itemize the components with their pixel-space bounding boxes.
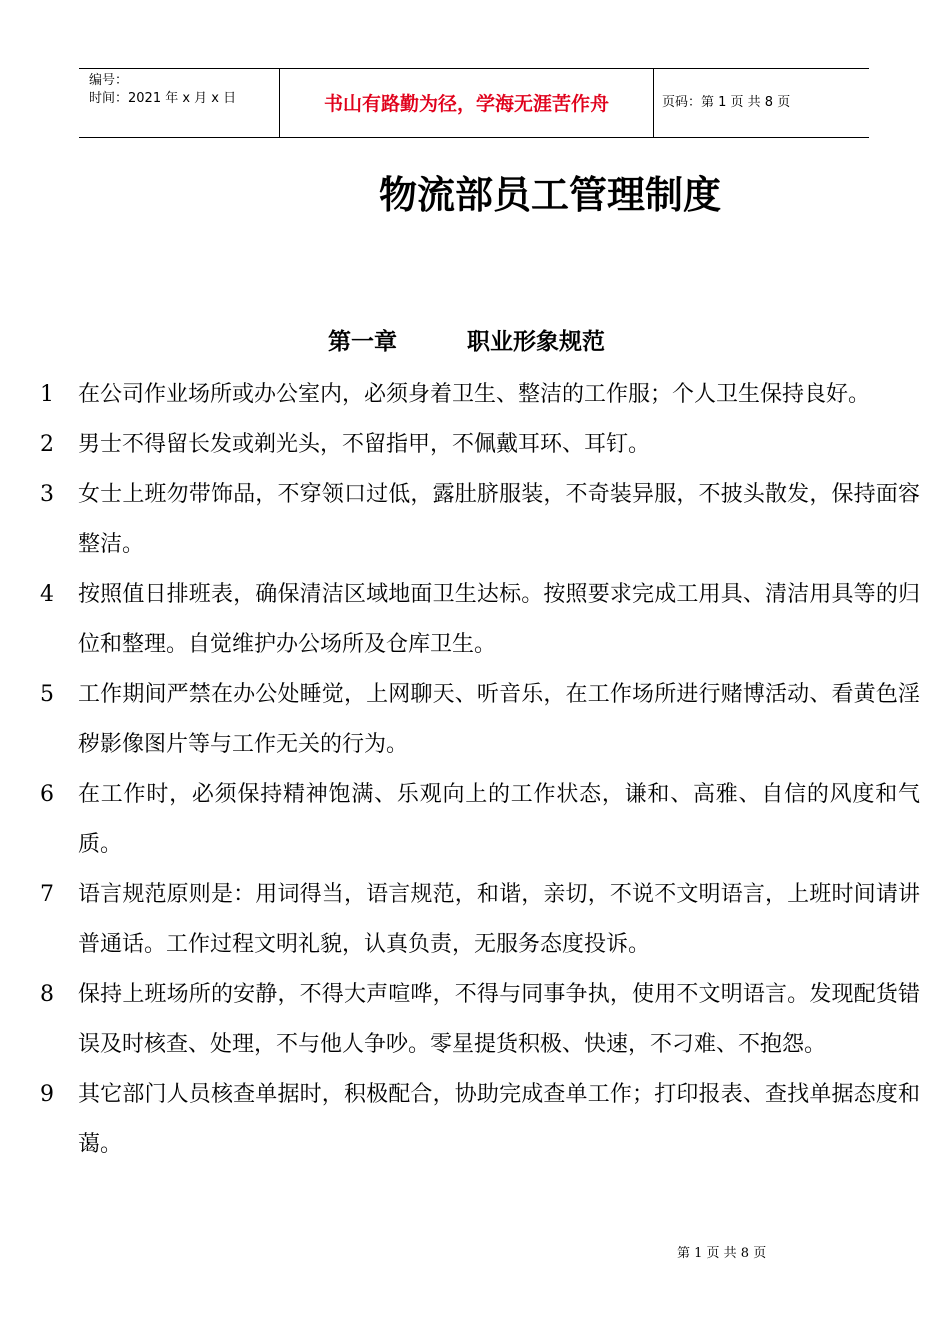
item-number: 1 [40,382,54,407]
list-item [0,420,950,470]
page-info: 页码：第 1 页 共 8 页 [662,95,791,110]
item-text: 其它部门人员核查单据时，积极配合，协助完成查单工作；打印报表、查找单据态度和蔼。 [78,1082,920,1157]
list-item [0,370,950,420]
list-item [0,970,950,1070]
header-left-cell [79,69,279,137]
chapter-name: 职业形象规范 [467,329,605,355]
rules-list [0,370,950,1170]
list-item [0,870,950,970]
item-number: 2 [40,432,54,457]
item-number: 5 [40,682,54,707]
item-text: 保持上班场所的安静，不得大声喧哗，不得与同事争执，使用不文明语言。发现配货错误及时核查、处理，不与他人争吵。零星提货积极、快速，不刁难、不抱怨。 [78,982,920,1057]
item-number: 8 [40,982,54,1007]
list-item [0,1070,950,1170]
item-number: 7 [40,882,54,907]
chapter-number: 第一章 [328,329,397,355]
item-number: 9 [40,1082,54,1107]
header-motto-cell [279,69,654,137]
item-text: 语言规范原则是：用词得当，语言规范，和谐，亲切，不说不文明语言，上班时间请讲普通话。工作过程文明礼貌，认真负责，无服务态度投诉。 [78,882,920,957]
item-text: 在工作时，必须保持精神饱满、乐观向上的工作状态，谦和、高雅、自信的风度和气质。 [78,782,920,857]
item-number: 4 [40,582,54,607]
item-number: 6 [40,782,54,807]
page-header [79,68,869,138]
item-text: 男士不得留长发或剃光头，不留指甲，不佩戴耳环、耳钉。 [78,432,651,457]
list-item [0,670,950,770]
document-title: 物流部员工管理制度 [378,173,721,217]
item-text: 工作期间严禁在办公处睡觉，上网聊天、听音乐，在工作场所进行赌博活动、看黄色淫秽影像图片等与工作无关的行为。 [78,682,920,757]
item-text: 女士上班勿带饰品，不穿领口过低，露肚脐服装，不奇装异服，不披头散发，保持面容整洁。 [78,482,920,557]
footer-page-number: 第 1 页 共 8 页 [677,1246,767,1261]
item-text: 按照值日排班表，确保清洁区域地面卫生达标。按照要求完成工用具、清洁用具等的归位和整理。自觉维护办公场所及仓库卫生。 [78,582,920,657]
list-item [0,470,950,570]
item-text: 在公司作业场所或办公室内，必须身着卫生、整洁的工作服；个人卫生保持良好。 [78,382,871,407]
item-number: 3 [40,482,54,507]
list-item [0,570,950,670]
serial-label: 编号： [89,73,129,88]
list-item [0,770,950,870]
chapter-heading [0,327,950,357]
header-right-cell [653,69,869,137]
motto-text: 书山有路勤为径，学海无涯苦作舟 [323,93,609,115]
time-label: 时间：2021 年 x 月 x 日 [89,91,237,106]
